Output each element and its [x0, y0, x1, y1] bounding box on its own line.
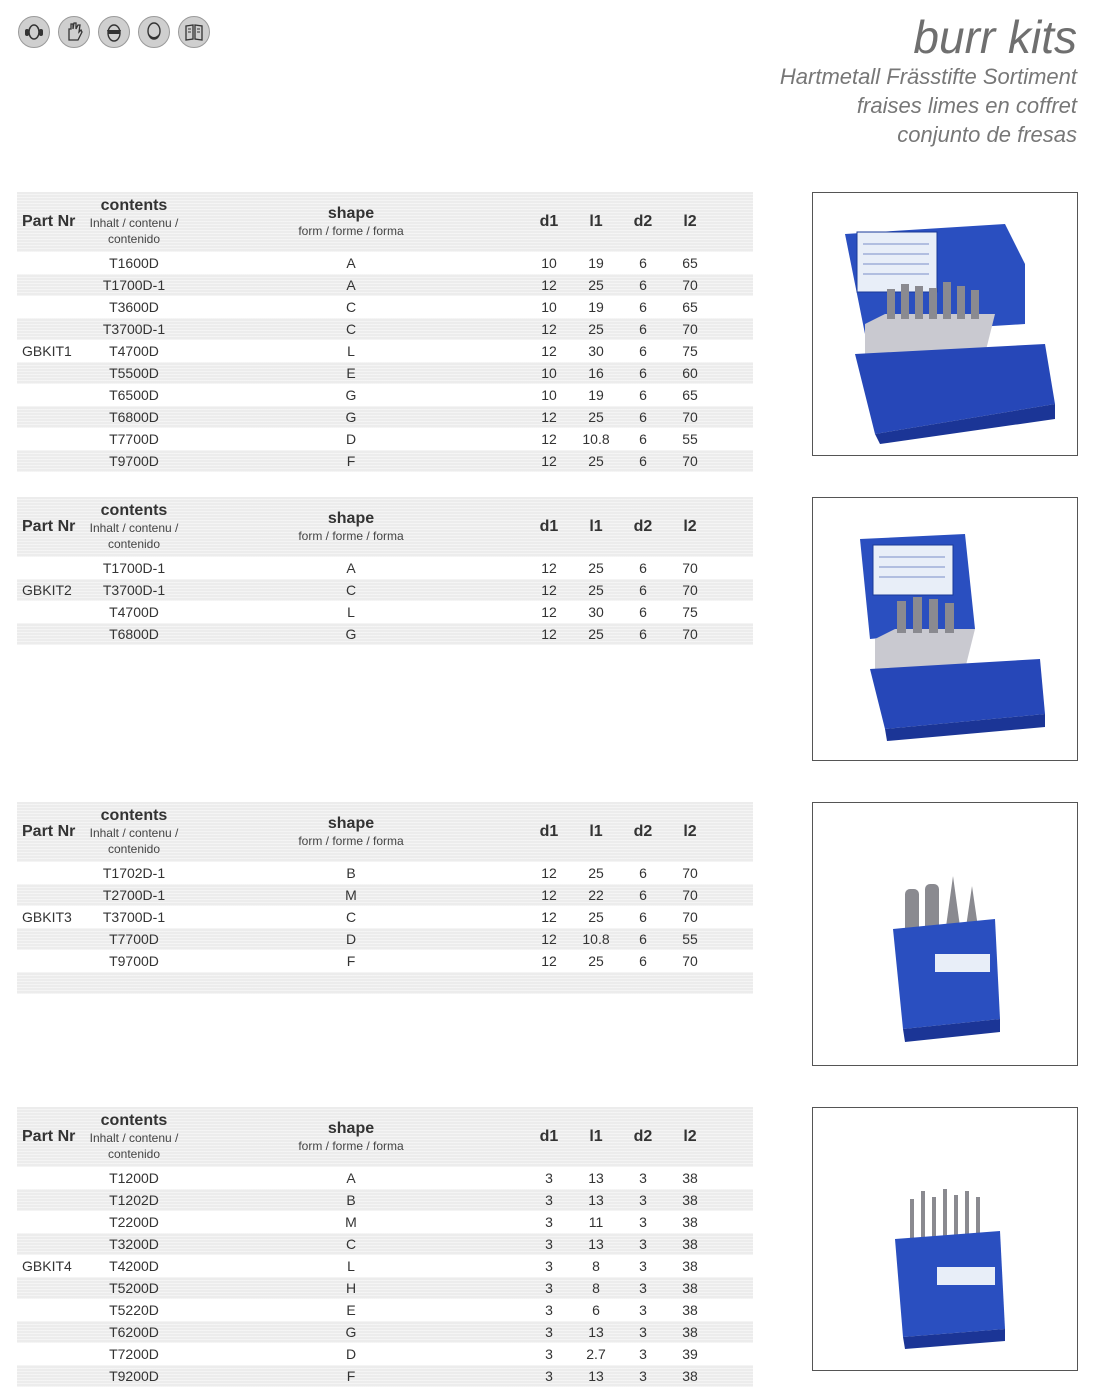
safety-icons — [18, 16, 210, 48]
manual-icon — [178, 16, 210, 48]
header-l1-label: l1 — [589, 213, 603, 230]
table-row — [17, 340, 753, 362]
header-shape-sub: form / forme / forma — [298, 834, 404, 848]
table-row — [17, 1233, 753, 1255]
d1-cell: 3 — [545, 1236, 553, 1252]
contents-cell: T1200D — [109, 1170, 159, 1186]
contents-cell: T4700D — [109, 604, 159, 620]
ear-protection-icon — [18, 16, 50, 48]
l1-cell: 25 — [588, 409, 604, 425]
header-l2-label: l2 — [683, 1128, 697, 1145]
l1-cell: 13 — [588, 1368, 604, 1384]
d2-cell: 6 — [639, 343, 647, 359]
title-block — [780, 12, 1077, 149]
d2-cell: 6 — [639, 321, 647, 337]
l1-cell: 13 — [588, 1170, 604, 1186]
header-contents — [89, 807, 179, 857]
d1-cell: 12 — [541, 431, 557, 447]
table-row — [17, 579, 753, 601]
contents-cell: T3700D-1 — [102, 582, 166, 598]
contents-cell: T5200D — [109, 1280, 159, 1296]
shape-cell: B — [346, 1192, 356, 1208]
d2-cell: 3 — [639, 1368, 647, 1384]
header-shape-label: shape — [327, 1120, 375, 1137]
d1-cell: 3 — [545, 1170, 553, 1186]
l1-cell: 19 — [588, 299, 604, 315]
shape-cell: A — [346, 277, 356, 293]
l2-cell: 38 — [682, 1236, 698, 1252]
header-contents-label: contents — [100, 197, 168, 214]
header-part-nr — [17, 213, 89, 231]
part-number-cell: GBKIT3 — [22, 909, 72, 925]
contents-cell: T1700D-1 — [102, 560, 166, 576]
page-title: burr kits — [913, 11, 1077, 63]
shape-cell: A — [346, 255, 356, 271]
shape-cell: L — [347, 1258, 355, 1274]
dust-mask-icon — [138, 16, 170, 48]
l2-cell: 38 — [682, 1368, 698, 1384]
d2-cell: 6 — [639, 560, 647, 576]
table-row — [17, 296, 753, 318]
d2-cell: 6 — [639, 626, 647, 642]
header-l1-label: l1 — [589, 823, 603, 840]
d1-cell: 3 — [545, 1302, 553, 1318]
l1-cell: 25 — [588, 582, 604, 598]
header-part-nr-label: Part Nr — [22, 213, 76, 230]
l2-cell: 39 — [682, 1346, 698, 1362]
subtitle-spanish: conjunto de fresas — [897, 122, 1077, 147]
l1-cell: 19 — [588, 387, 604, 403]
d1-cell: 12 — [541, 409, 557, 425]
d2-cell: 6 — [639, 387, 647, 403]
contents-cell: T1702D-1 — [102, 865, 166, 881]
l1-cell: 25 — [588, 953, 604, 969]
shape-cell: F — [346, 1368, 356, 1384]
d1-cell: 3 — [545, 1192, 553, 1208]
header-l2 — [669, 518, 711, 536]
d2-cell: 6 — [639, 255, 647, 271]
header-l1-label: l1 — [589, 518, 603, 535]
contents-cell: T7700D — [109, 931, 159, 947]
table-row — [17, 450, 753, 472]
kit-table-gbkit2 — [17, 497, 753, 645]
header-l2-label: l2 — [683, 213, 697, 230]
l1-cell: 8 — [592, 1258, 600, 1274]
header-contents-sub: Inhalt / contenu / — [89, 1131, 179, 1145]
l2-cell: 70 — [682, 626, 698, 642]
d1-cell: 12 — [541, 909, 557, 925]
d2-cell: 6 — [639, 953, 647, 969]
contents-cell: T2700D-1 — [102, 887, 166, 903]
header-d2-label: d2 — [633, 213, 653, 230]
header-l1-label: l1 — [589, 1128, 603, 1145]
d1-cell: 10 — [541, 387, 557, 403]
shape-cell: E — [346, 365, 356, 381]
shape-cell: A — [346, 1170, 356, 1186]
kit-table-gbkit1 — [17, 192, 753, 472]
contents-cell: T1700D-1 — [102, 277, 166, 293]
l2-cell: 70 — [682, 865, 698, 881]
l1-cell: 13 — [588, 1236, 604, 1252]
header-contents-label: contents — [100, 502, 168, 519]
header-contents — [89, 197, 179, 247]
table-row — [17, 623, 753, 645]
table-row — [17, 906, 753, 928]
table-header-row — [17, 497, 753, 557]
contents-cell: T6200D — [109, 1324, 159, 1340]
d1-cell: 3 — [545, 1280, 553, 1296]
l1-cell: 30 — [588, 604, 604, 620]
l2-cell: 38 — [682, 1280, 698, 1296]
header-contents-sub: Inhalt / contenu / — [89, 826, 179, 840]
kit-photo-gbkit2 — [812, 497, 1078, 761]
d2-cell: 3 — [639, 1236, 647, 1252]
shape-cell: C — [345, 299, 357, 315]
header-d1 — [523, 1128, 575, 1146]
part-number-cell: GBKIT4 — [22, 1258, 72, 1274]
d1-cell: 10 — [541, 365, 557, 381]
table-row — [17, 1365, 753, 1387]
contents-cell: T1600D — [109, 255, 159, 271]
l2-cell: 70 — [682, 953, 698, 969]
d1-cell: 12 — [541, 560, 557, 576]
header-d1-label: d1 — [539, 823, 559, 840]
header-l1 — [575, 518, 617, 536]
header-shape — [179, 815, 523, 849]
l2-cell: 38 — [682, 1214, 698, 1230]
d1-cell: 10 — [541, 299, 557, 315]
d2-cell: 3 — [639, 1324, 647, 1340]
table-row — [17, 1277, 753, 1299]
table-row — [17, 928, 753, 950]
shape-cell: D — [345, 431, 357, 447]
l1-cell: 13 — [588, 1192, 604, 1208]
kit-table-gbkit4 — [17, 1107, 753, 1387]
d2-cell: 6 — [639, 453, 647, 469]
header-shape — [179, 510, 523, 544]
l2-cell: 55 — [682, 431, 698, 447]
d1-cell: 12 — [541, 604, 557, 620]
contents-cell: T5500D — [109, 365, 159, 381]
l2-cell: 70 — [682, 277, 698, 293]
contents-cell: T7700D — [109, 431, 159, 447]
l1-cell: 25 — [588, 626, 604, 642]
header-l2-label: l2 — [683, 823, 697, 840]
d2-cell: 6 — [639, 582, 647, 598]
l2-cell: 70 — [682, 582, 698, 598]
shape-cell: C — [345, 582, 357, 598]
shape-cell: D — [345, 931, 357, 947]
d2-cell: 6 — [639, 909, 647, 925]
shape-cell: E — [346, 1302, 356, 1318]
header-d1 — [523, 823, 575, 841]
table-row — [17, 1343, 753, 1365]
table-row — [17, 1167, 753, 1189]
d1-cell: 12 — [541, 321, 557, 337]
table-header-row — [17, 802, 753, 862]
d1-cell: 3 — [545, 1258, 553, 1274]
header-shape-label: shape — [327, 510, 375, 527]
header-part-nr-label: Part Nr — [22, 1128, 76, 1145]
header-shape — [179, 1120, 523, 1154]
d2-cell: 6 — [639, 365, 647, 381]
header-contents-sub: Inhalt / contenu / — [89, 521, 179, 535]
d1-cell: 12 — [541, 626, 557, 642]
shape-cell: A — [346, 560, 356, 576]
shape-cell: M — [345, 1214, 357, 1230]
d2-cell: 6 — [639, 409, 647, 425]
d1-cell: 3 — [545, 1346, 553, 1362]
shape-cell: F — [346, 953, 356, 969]
contents-cell: T7200D — [109, 1346, 159, 1362]
subtitle-german: Hartmetall Frässtifte Sortiment — [779, 64, 1077, 89]
l1-cell: 30 — [588, 343, 604, 359]
l1-cell: 13 — [588, 1324, 604, 1340]
l1-cell: 16 — [588, 365, 604, 381]
shape-cell: B — [346, 865, 356, 881]
l1-cell: 11 — [588, 1214, 604, 1230]
kit-table-gbkit3 — [17, 802, 753, 994]
header-d2 — [617, 1128, 669, 1146]
contents-cell: T6500D — [109, 387, 159, 403]
d2-cell: 6 — [639, 931, 647, 947]
header-d2-label: d2 — [633, 1128, 653, 1145]
shape-cell: L — [347, 604, 355, 620]
d2-cell: 3 — [639, 1170, 647, 1186]
header-l2 — [669, 213, 711, 231]
header-l2 — [669, 823, 711, 841]
l1-cell: 25 — [588, 321, 604, 337]
header-l2 — [669, 1128, 711, 1146]
header-d1-label: d1 — [539, 518, 559, 535]
d2-cell: 3 — [639, 1192, 647, 1208]
contents-cell: T9200D — [109, 1368, 159, 1384]
d2-cell: 3 — [639, 1302, 647, 1318]
header-d2 — [617, 518, 669, 536]
table-row — [17, 428, 753, 450]
shape-cell: D — [345, 1346, 357, 1362]
header-l1 — [575, 823, 617, 841]
contents-cell: T5220D — [109, 1302, 159, 1318]
l2-cell: 38 — [682, 1258, 698, 1274]
d1-cell: 12 — [541, 453, 557, 469]
l1-cell: 25 — [588, 453, 604, 469]
header-contents-label: contents — [100, 807, 168, 824]
d1-cell: 12 — [541, 931, 557, 947]
l2-cell: 70 — [682, 909, 698, 925]
header-part-nr-label: Part Nr — [22, 823, 76, 840]
l2-cell: 38 — [682, 1192, 698, 1208]
l1-cell: 2.7 — [586, 1346, 606, 1362]
l1-cell: 25 — [588, 277, 604, 293]
contents-cell: T4700D — [109, 343, 159, 359]
shape-cell: G — [345, 387, 357, 403]
shape-cell: L — [347, 343, 355, 359]
l2-cell: 75 — [682, 604, 698, 620]
d2-cell: 3 — [639, 1346, 647, 1362]
subtitle-french: fraises limes en coffret — [856, 93, 1077, 118]
header-d2 — [617, 823, 669, 841]
l2-cell: 55 — [682, 931, 698, 947]
d1-cell: 12 — [541, 343, 557, 359]
d1-cell: 10 — [541, 255, 557, 271]
header-d1 — [523, 518, 575, 536]
header-contents-label: contents — [100, 1112, 168, 1129]
table-row — [17, 318, 753, 340]
d2-cell: 6 — [639, 604, 647, 620]
l2-cell: 38 — [682, 1324, 698, 1340]
d1-cell: 12 — [541, 582, 557, 598]
header-contents-sub2: contenido — [107, 1147, 161, 1161]
d2-cell: 3 — [639, 1280, 647, 1296]
header-part-nr — [17, 518, 89, 536]
table-row — [17, 950, 753, 972]
table-row — [17, 362, 753, 384]
contents-cell: T9700D — [109, 453, 159, 469]
l1-cell: 25 — [588, 560, 604, 576]
l2-cell: 60 — [682, 365, 698, 381]
header-contents — [89, 1112, 179, 1162]
l1-cell: 19 — [588, 255, 604, 271]
table-header-row — [17, 1107, 753, 1167]
contents-cell: T1202D — [109, 1192, 159, 1208]
d2-cell: 6 — [639, 277, 647, 293]
shape-cell: F — [346, 453, 356, 469]
shape-cell: C — [345, 1236, 357, 1252]
glove-icon — [58, 16, 90, 48]
header-l2-label: l2 — [683, 518, 697, 535]
shape-cell: C — [345, 321, 357, 337]
header-part-nr — [17, 823, 89, 841]
l2-cell: 70 — [682, 409, 698, 425]
d2-cell: 6 — [639, 887, 647, 903]
table-row — [17, 274, 753, 296]
table-row — [17, 1299, 753, 1321]
l1-cell: 10.8 — [582, 931, 610, 947]
l1-cell: 10.8 — [582, 431, 610, 447]
header-contents-sub2: contenido — [107, 842, 161, 856]
table-header-row — [17, 192, 753, 252]
l2-cell: 70 — [682, 887, 698, 903]
header-part-nr-label: Part Nr — [22, 518, 76, 535]
contents-cell: T3600D — [109, 299, 159, 315]
header-l1 — [575, 213, 617, 231]
d1-cell: 3 — [545, 1368, 553, 1384]
table-row — [17, 884, 753, 906]
shape-cell: G — [345, 626, 357, 642]
shape-cell: G — [345, 1324, 357, 1340]
l2-cell: 65 — [682, 255, 698, 271]
contents-cell: T3700D-1 — [102, 909, 166, 925]
contents-cell: T6800D — [109, 409, 159, 425]
table-row — [17, 1255, 753, 1277]
table-row — [17, 1321, 753, 1343]
l2-cell: 65 — [682, 299, 698, 315]
shape-cell: H — [345, 1280, 357, 1296]
table-row — [17, 1189, 753, 1211]
l2-cell: 75 — [682, 343, 698, 359]
table-row — [17, 862, 753, 884]
header-contents-sub2: contenido — [107, 232, 161, 246]
l1-cell: 8 — [592, 1280, 600, 1296]
header-l1 — [575, 1128, 617, 1146]
kit-photo-gbkit3 — [812, 802, 1078, 1066]
table-row — [17, 1211, 753, 1233]
l2-cell: 38 — [682, 1170, 698, 1186]
shape-cell: M — [345, 887, 357, 903]
d1-cell: 3 — [545, 1324, 553, 1340]
d1-cell: 12 — [541, 865, 557, 881]
header-shape-sub: form / forme / forma — [298, 529, 404, 543]
d1-cell: 12 — [541, 953, 557, 969]
l1-cell: 25 — [588, 909, 604, 925]
table-row — [17, 601, 753, 623]
header-d2 — [617, 213, 669, 231]
contents-cell: T9700D — [109, 953, 159, 969]
l2-cell: 70 — [682, 321, 698, 337]
part-number-cell: GBKIT1 — [22, 343, 72, 359]
header-shape-sub: form / forme / forma — [298, 224, 404, 238]
d2-cell: 6 — [639, 299, 647, 315]
header-shape-label: shape — [327, 815, 375, 832]
d1-cell: 12 — [541, 887, 557, 903]
shape-cell: G — [345, 409, 357, 425]
contents-cell: T3200D — [109, 1236, 159, 1252]
table-row — [17, 384, 753, 406]
kit-photo-gbkit1 — [812, 192, 1078, 456]
header-d2-label: d2 — [633, 518, 653, 535]
l1-cell: 22 — [588, 887, 604, 903]
l2-cell: 70 — [682, 453, 698, 469]
header-shape-label: shape — [327, 205, 375, 222]
kit-photo-gbkit4 — [812, 1107, 1078, 1371]
table-row — [17, 406, 753, 428]
header-contents-sub2: contenido — [107, 537, 161, 551]
l1-cell: 25 — [588, 865, 604, 881]
face-shield-icon — [98, 16, 130, 48]
contents-cell: T4200D — [109, 1258, 159, 1274]
l2-cell: 65 — [682, 387, 698, 403]
table-row-spacer — [17, 972, 753, 994]
shape-cell: C — [345, 909, 357, 925]
header-shape-sub: form / forme / forma — [298, 1139, 404, 1153]
l2-cell: 70 — [682, 560, 698, 576]
header-d2-label: d2 — [633, 823, 653, 840]
header-contents — [89, 502, 179, 552]
header-d1-label: d1 — [539, 1128, 559, 1145]
contents-cell: T2200D — [109, 1214, 159, 1230]
header-contents-sub: Inhalt / contenu / — [89, 216, 179, 230]
l2-cell: 38 — [682, 1302, 698, 1318]
d2-cell: 3 — [639, 1214, 647, 1230]
header-d1-label: d1 — [539, 213, 559, 230]
table-row — [17, 252, 753, 274]
d2-cell: 3 — [639, 1258, 647, 1274]
d1-cell: 12 — [541, 277, 557, 293]
d2-cell: 6 — [639, 431, 647, 447]
header-d1 — [523, 213, 575, 231]
header-part-nr — [17, 1128, 89, 1146]
contents-cell: T3700D-1 — [102, 321, 166, 337]
part-number-cell: GBKIT2 — [22, 582, 72, 598]
d2-cell: 6 — [639, 865, 647, 881]
contents-cell: T6800D — [109, 626, 159, 642]
d1-cell: 3 — [545, 1214, 553, 1230]
table-row — [17, 557, 753, 579]
header-shape — [179, 205, 523, 239]
l1-cell: 6 — [592, 1302, 600, 1318]
